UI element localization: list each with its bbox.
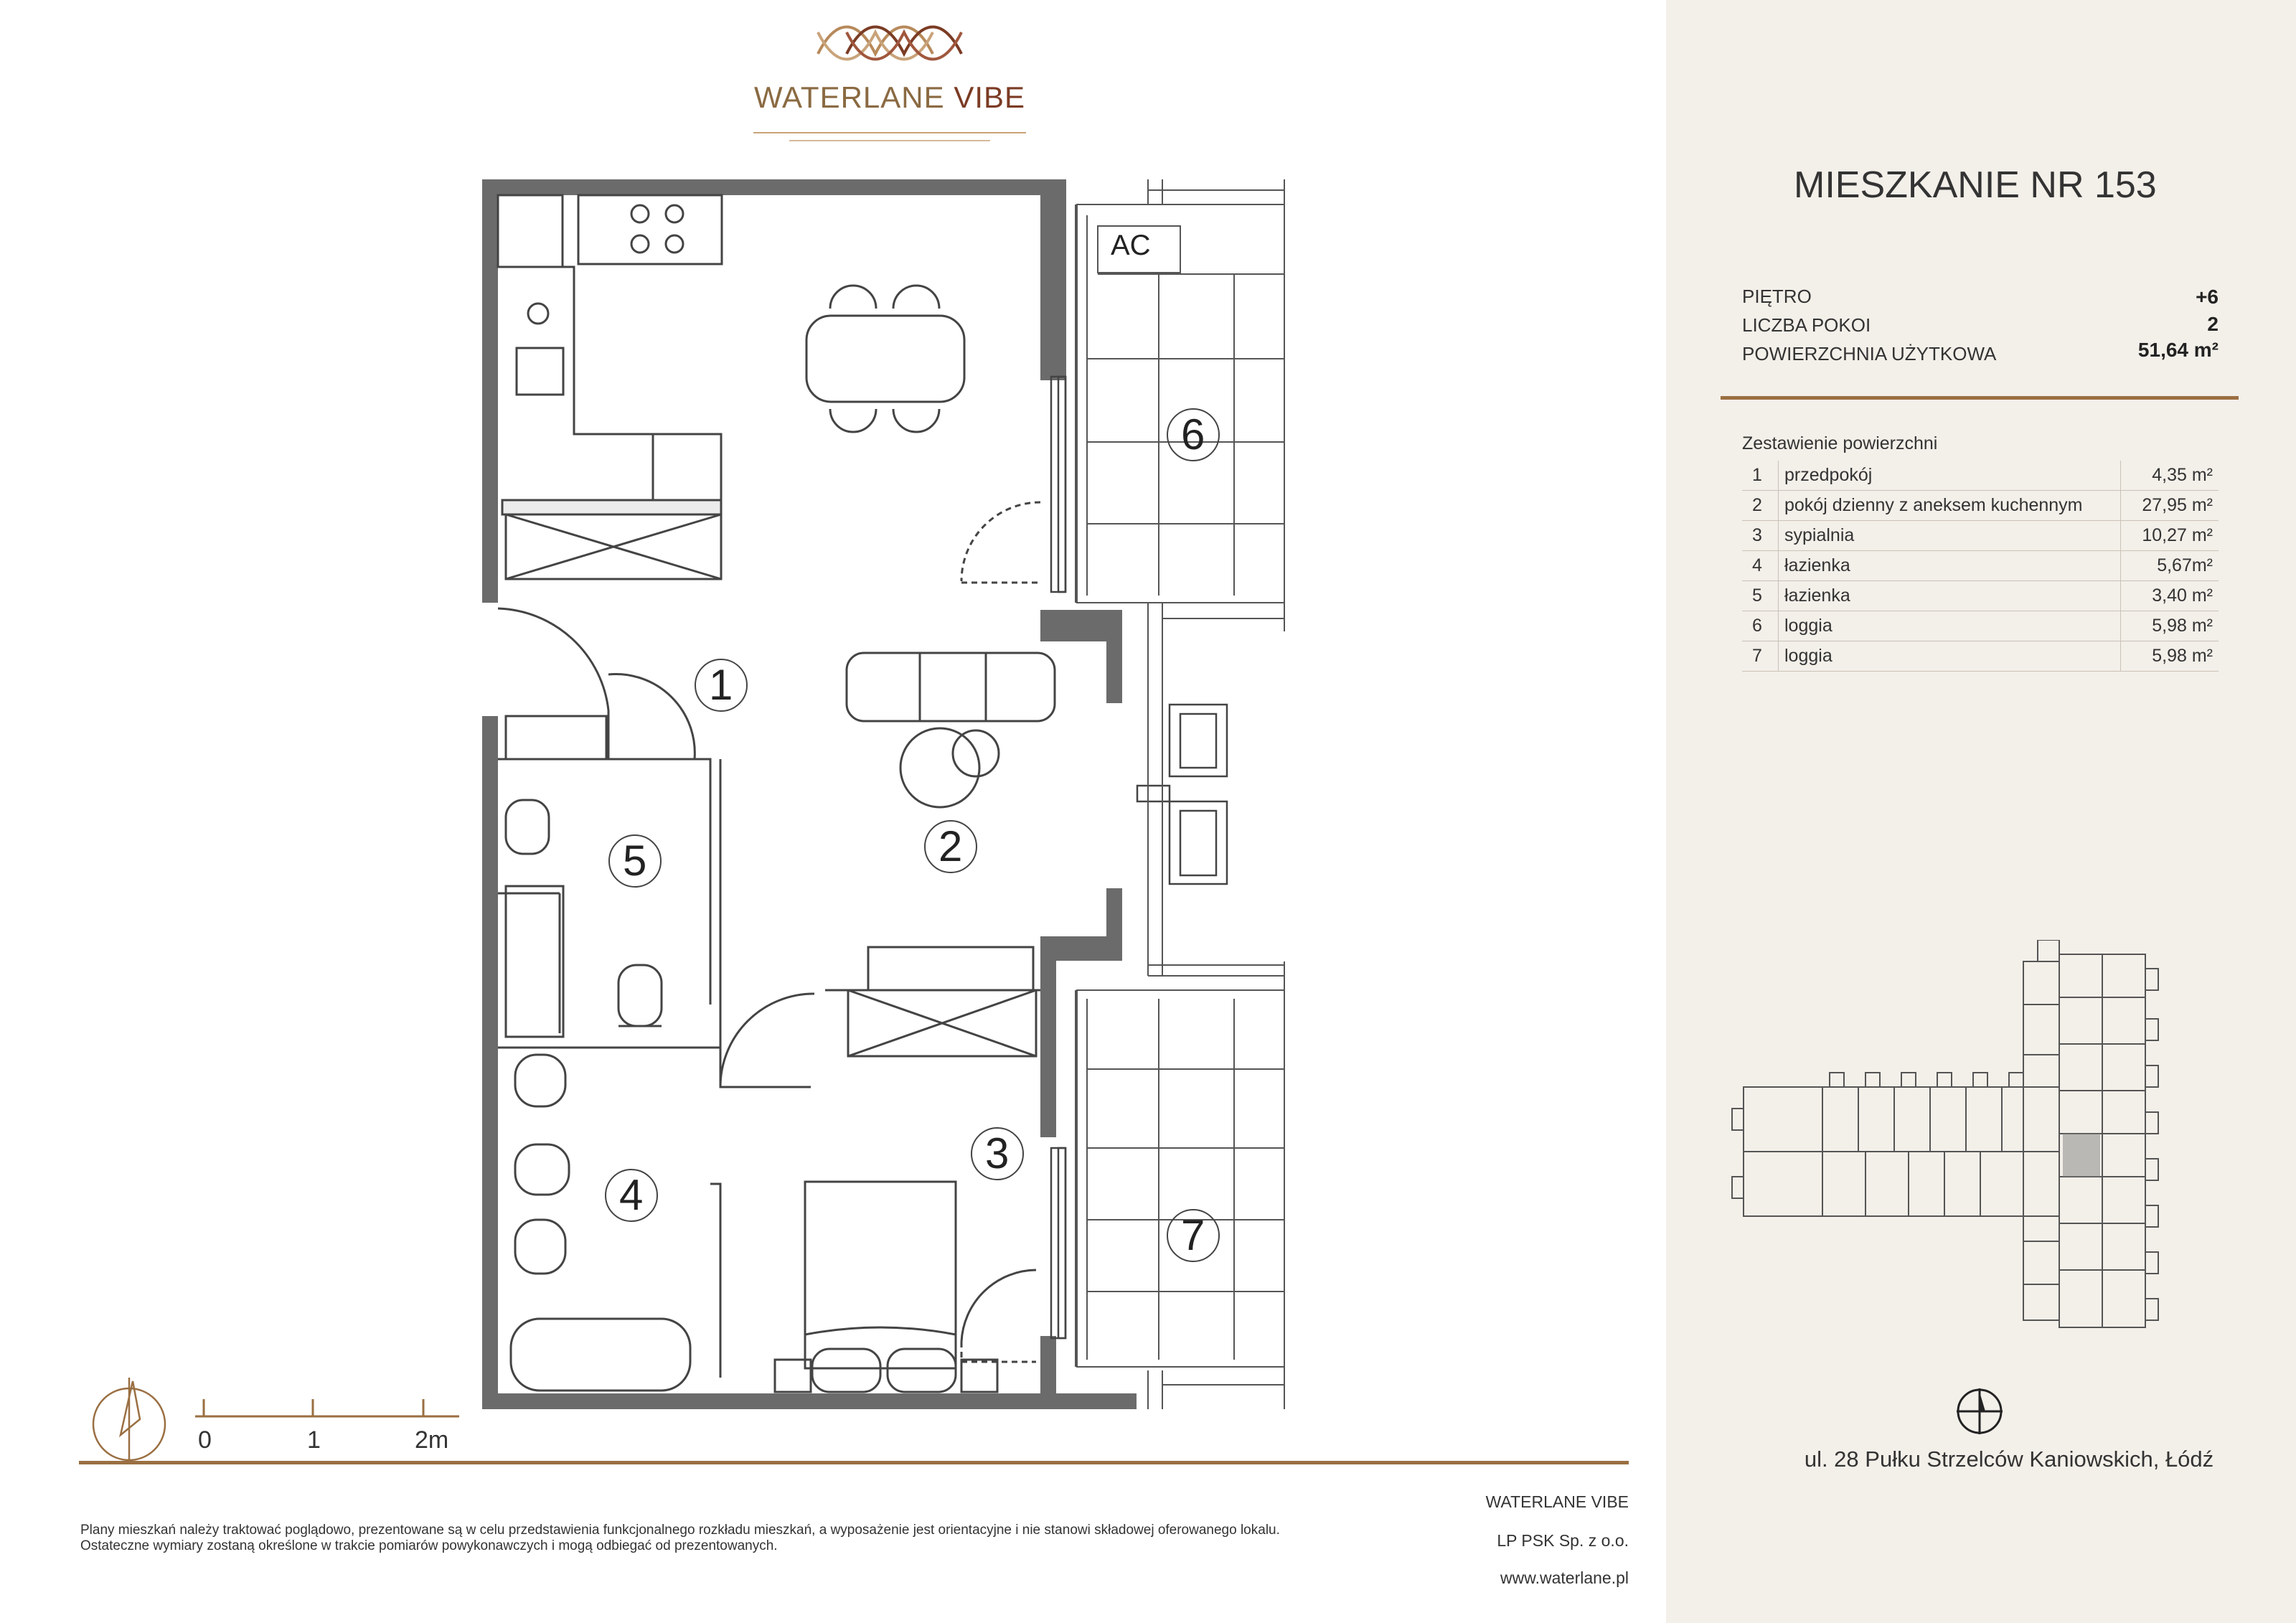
- building-key-plan: [1722, 940, 2239, 1342]
- table-row: [1742, 551, 2219, 581]
- website-link[interactable]: www.waterlane.pl: [1500, 1568, 1629, 1587]
- row-room-name: pokój dzienny z aneksem kuchennym: [1779, 491, 2121, 521]
- row-room-name: loggia: [1779, 641, 2121, 672]
- kitchen: [498, 195, 722, 579]
- loggia-7: [1076, 961, 1284, 1409]
- disclaimer-line-1: Plany mieszkań należy traktować poglądowo, prezentowane są w celu przedstawienia funkcjonalnego rozkładu mieszkań, a wyposażenie jest orientacyjne i nie stanowi składowej oferowanego lokalu.: [80, 1523, 1280, 1538]
- info-panel: [1666, 0, 2296, 1623]
- row-number: 4: [1742, 551, 1779, 581]
- table-row: [1742, 611, 2219, 641]
- sofa: [847, 653, 1055, 807]
- room-label-5: 5: [623, 837, 647, 885]
- scale-bar: [195, 1399, 459, 1416]
- row-number: 5: [1742, 581, 1779, 611]
- loggia-6: [1076, 179, 1284, 631]
- row-room-name: sypialnia: [1779, 521, 2121, 551]
- rooms-label: LICZBA POKOI: [1742, 314, 1871, 336]
- logo-mark: [818, 27, 961, 60]
- company-legal: LP PSK Sp. z o.o.: [1497, 1531, 1629, 1550]
- area-table: [1742, 461, 2219, 672]
- rooms-value: 2: [2207, 313, 2219, 335]
- table-row: [1742, 641, 2219, 672]
- row-area: 5,98 m²: [2121, 611, 2219, 641]
- loggia-6-door: [961, 502, 1040, 583]
- room-label-3: 3: [985, 1129, 1010, 1177]
- disclaimer-line-2: Ostateczne wymiary zostaną określone w trakcie pomiarów powykonawczych i mogą odbiegać od prezentowanych.: [80, 1538, 778, 1553]
- facade-lines: [1148, 631, 1162, 1409]
- area-table-heading: Zestawienie powierzchni: [1742, 433, 1938, 453]
- interior-walls: [498, 500, 1040, 1378]
- room-circles: [606, 409, 1219, 1261]
- bathroom-4: [511, 994, 814, 1391]
- address: ul. 28 Pułku Strzelców Kaniowskich, Łódź: [1804, 1446, 2214, 1472]
- bathroom-5: [506, 674, 695, 1037]
- row-number: 7: [1742, 641, 1779, 672]
- scale-label-1: 1: [307, 1426, 321, 1454]
- floor-value: +6: [2196, 286, 2219, 308]
- room-label-6: 6: [1181, 410, 1205, 458]
- compass-icon: [93, 1378, 165, 1464]
- room-label-1: 1: [709, 661, 733, 709]
- table-row: [1742, 491, 2219, 521]
- room-label-7: 7: [1181, 1211, 1205, 1259]
- row-area: 4,35 m²: [2121, 461, 2219, 491]
- apartment-title: MIESZKANIE NR 153: [1794, 164, 2157, 206]
- row-area: 27,95 m²: [2121, 491, 2219, 521]
- area-value: 51,64 m²: [2137, 339, 2219, 361]
- keyplan-compass-icon: [1953, 1385, 2006, 1438]
- panel-divider: [1721, 396, 2239, 400]
- row-number: 2: [1742, 491, 1779, 521]
- dining-table: [806, 286, 964, 432]
- company-name: WATERLANE VIBE: [1485, 1492, 1629, 1511]
- row-room-name: łazienka: [1779, 581, 2121, 611]
- table-row: [1742, 581, 2219, 611]
- row-number: 6: [1742, 611, 1779, 641]
- row-room-name: loggia: [1779, 611, 2121, 641]
- row-number: 3: [1742, 521, 1779, 551]
- room-label-4: 4: [619, 1171, 644, 1219]
- row-area: 5,67m²: [2121, 551, 2219, 581]
- highlighted-apartment: [2063, 1134, 2100, 1177]
- floor-label: PIĘTRO: [1742, 286, 1812, 307]
- row-room-name: łazienka: [1779, 551, 2121, 581]
- row-area: 5,98 m²: [2121, 641, 2219, 672]
- room-label-2: 2: [938, 822, 963, 870]
- row-room-name: przedpokój: [1779, 461, 2121, 491]
- scale-label-0: 0: [198, 1426, 212, 1454]
- scale-label-2m: 2m: [415, 1426, 449, 1454]
- walls: [482, 179, 1137, 1409]
- row-area: 10,27 m²: [2121, 521, 2219, 551]
- table-row: [1742, 521, 2219, 551]
- entrance-door: [498, 608, 608, 759]
- row-number: 1: [1742, 461, 1779, 491]
- disclaimer: [80, 1523, 1444, 1554]
- logo-word-1: WATERLANE: [753, 80, 945, 114]
- bedroom: [775, 990, 1036, 1392]
- ac-label: AC: [1111, 230, 1151, 261]
- logo-word-2: VIBE: [954, 80, 1026, 114]
- logo-wordmark: [718, 80, 1062, 115]
- footer-divider: [79, 1461, 1629, 1464]
- area-label: POWIERZCHNIA UŻYTKOWA: [1742, 343, 1997, 364]
- row-area: 3,40 m²: [2121, 581, 2219, 611]
- table-row: [1742, 461, 2219, 491]
